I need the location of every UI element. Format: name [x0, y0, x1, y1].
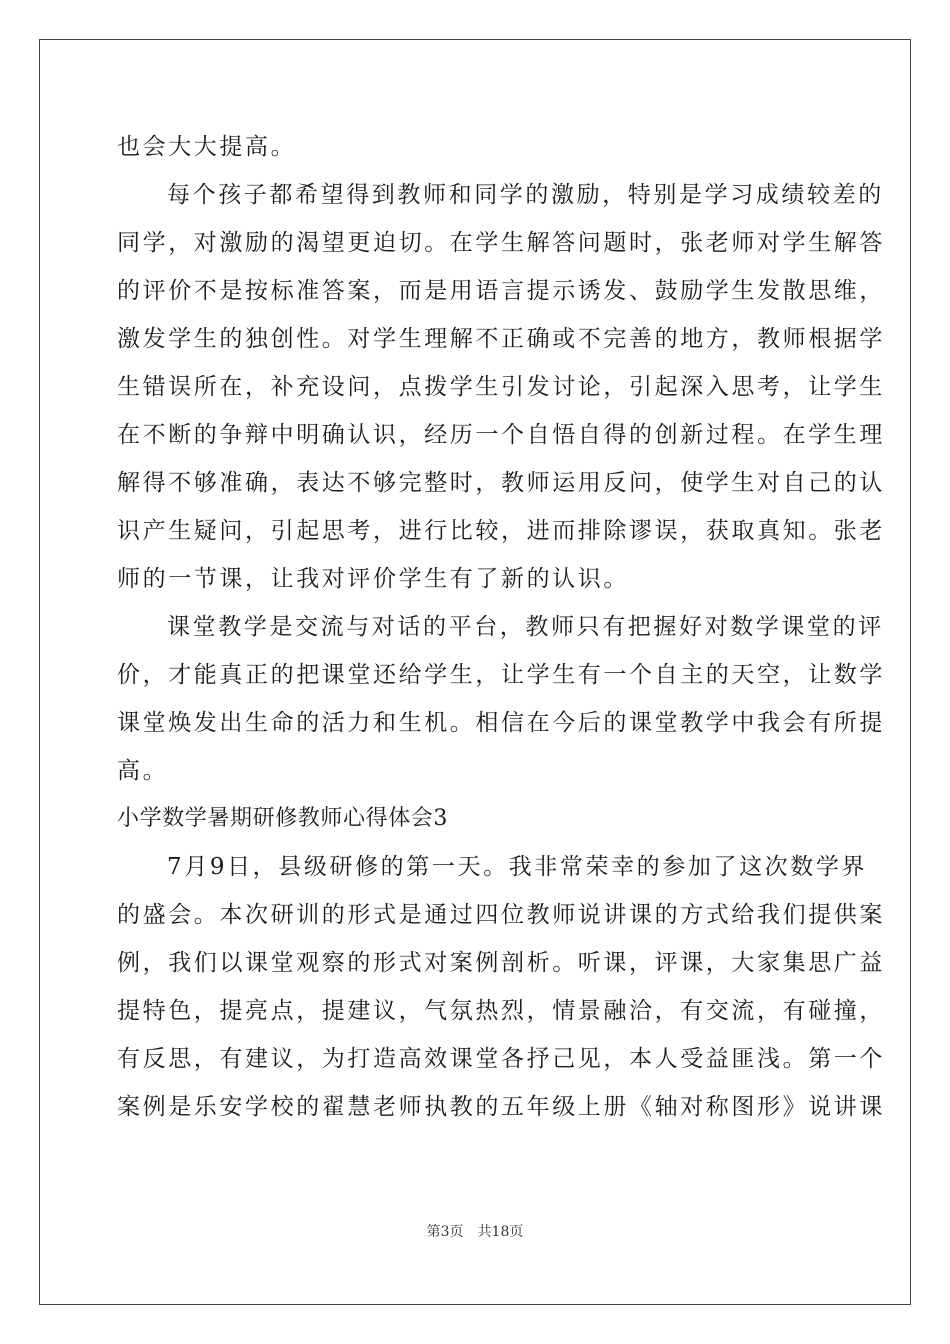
paragraph-start-line: 课堂教学是交流与对话的平台，教师只有把握好对数学课堂的评	[167, 614, 884, 640]
text-line: 激发学生的独创性。对学生理解不正确或不完善的地方，教师根据学	[117, 326, 885, 352]
text-line: 例，我们以课堂观察的形式对案例剖析。听课，评课，大家集思广益	[117, 950, 885, 976]
paragraph-start-line: 每个孩子都希望得到教师和同学的激励，特别是学习成绩较差的	[167, 182, 884, 208]
text-line: 高。	[117, 758, 169, 784]
page-footer	[0, 1221, 950, 1241]
text-line: 有反思，有建议，为打造高效课堂各抒己见，本人受益匪浅。第一个	[117, 1046, 885, 1072]
text-line: 案例是乐安学校的翟慧老师执教的五年级上册《轴对称图形》说讲课	[117, 1094, 885, 1120]
text-line: 同学，对激励的渴望更迫切。在学生解答问题时，张老师对学生解答	[117, 230, 885, 256]
text-line: 提特色，提亮点，提建议，气氛热烈，情景融洽，有交流，有碰撞，	[117, 998, 885, 1024]
text-line: 识产生疑问，引起思考，进行比较，进而排除谬误，获取真知。张老	[117, 518, 885, 544]
page-number: 第3页 共18页	[426, 1224, 524, 1240]
section-heading: 小学数学暑期研修教师心得体会3	[117, 806, 448, 831]
text-line: 的评价不是按标准答案，而是用语言提示诱发、鼓励学生发散思维，	[117, 278, 885, 304]
text-line: 课堂焕发出生命的活力和生机。相信在今后的课堂教学中我会有所提	[117, 710, 885, 736]
document-body	[117, 123, 885, 1131]
text-line: 生错误所在，补充设问，点拨学生引发讨论，引起深入思考，让学生	[117, 374, 885, 400]
text-line: 也会大大提高。	[117, 134, 297, 160]
text-line: 师的一节课，让我对评价学生有了新的认识。	[117, 566, 629, 592]
text-line: 价，才能真正的把课堂还给学生，让学生有一个自主的天空，让数学	[117, 662, 885, 688]
paragraph-start-line: 7月9日，县级研修的第一天。我非常荣幸的参加了这次数学界	[167, 854, 868, 880]
text-line: 在不断的争辩中明确认识，经历一个自悟自得的创新过程。在学生理	[117, 422, 885, 448]
text-line: 的盛会。本次研训的形式是通过四位教师说讲课的方式给我们提供案	[117, 902, 885, 928]
text-line: 解得不够准确，表达不够完整时，教师运用反问，使学生对自己的认	[117, 470, 885, 496]
